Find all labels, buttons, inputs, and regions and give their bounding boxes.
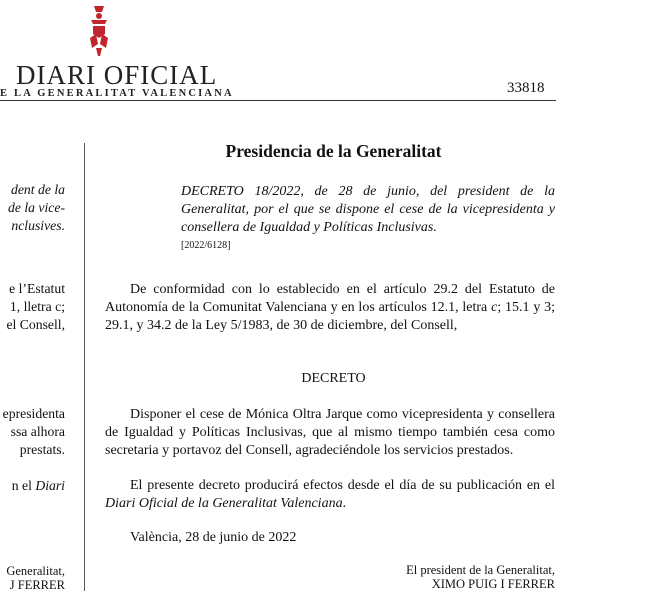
decreto-heading: DECRETO	[301, 371, 366, 386]
column-divider	[84, 143, 85, 591]
left-column-line: prestats.	[19, 442, 65, 457]
decree-summary	[181, 183, 555, 255]
left-column-line: Generalitat,	[6, 564, 65, 578]
generalitat-emblem-icon	[88, 4, 110, 58]
paragraph-effects-text: El presente decreto producirá efectos desde el día de su publicación en el	[130, 478, 555, 493]
signature-name: XIMO PUIG I FERRER	[431, 577, 555, 591]
section-title: Presidencia de la Generalitat	[225, 141, 442, 161]
left-column-line: ssa alhora	[10, 424, 65, 439]
paragraph-legal-basis	[105, 281, 555, 334]
reference-number: [2022/6128]	[181, 240, 231, 252]
left-column-line: 1, lletra c;	[9, 299, 65, 314]
header-rule	[0, 100, 556, 101]
left-column-line	[12, 477, 65, 495]
decree-summary-text: DECRETO 18/2022, de 28 de junio, del president de la Generalitat, por el que se dispone el cese de la vicepresidenta y consellera de Igualdad y Políticas Inclusivas.	[181, 184, 555, 235]
paragraph-legal-basis-text: De conformidad con lo establecido en el artículo 29.2 del Estatuto de Autonomía de la Comunitat Valenciana y en los artículos 12.1, letra c; 15.1 y 3; 29.1, y 34.2 de la Ley 5/1983, de 30 de diciembre, del Consell,	[105, 282, 556, 333]
masthead-subtitle: E LA GENERALITAT VALENCIANA	[0, 88, 234, 99]
left-column-line: J FERRER	[9, 578, 65, 592]
masthead-title: DIARI OFICIAL	[16, 60, 218, 90]
left-column-line: e l’Estatut	[9, 281, 65, 296]
paragraph-effects-end: .	[342, 495, 347, 511]
page-number: 33818	[507, 80, 545, 96]
paragraph-disposition: Disponer el cese de Mónica Oltra Jarque como vicepresidenta y consellera de Igualdad y Políticas Inclusivas, que al mismo tiempo también cesa como secretaria y portavoz del Consell, agradeciéndole los servicios prestados.	[105, 407, 555, 458]
left-column-line: nclusives.	[11, 218, 65, 233]
paragraph-effects	[105, 477, 555, 513]
left-column-line: el Consell,	[6, 317, 65, 332]
journal-name: Diari Oficial de la Generalitat Valenciana	[105, 495, 343, 511]
signature-role: El president de la Generalitat,	[406, 563, 555, 577]
left-column-line: dent de la	[11, 182, 65, 197]
left-column-line-text: n el Diari	[11, 478, 65, 493]
place-date: València, 28 de junio de 2022	[130, 530, 297, 545]
left-column-line: epresidenta	[2, 406, 65, 421]
left-column-line: de la vice-	[8, 200, 65, 215]
